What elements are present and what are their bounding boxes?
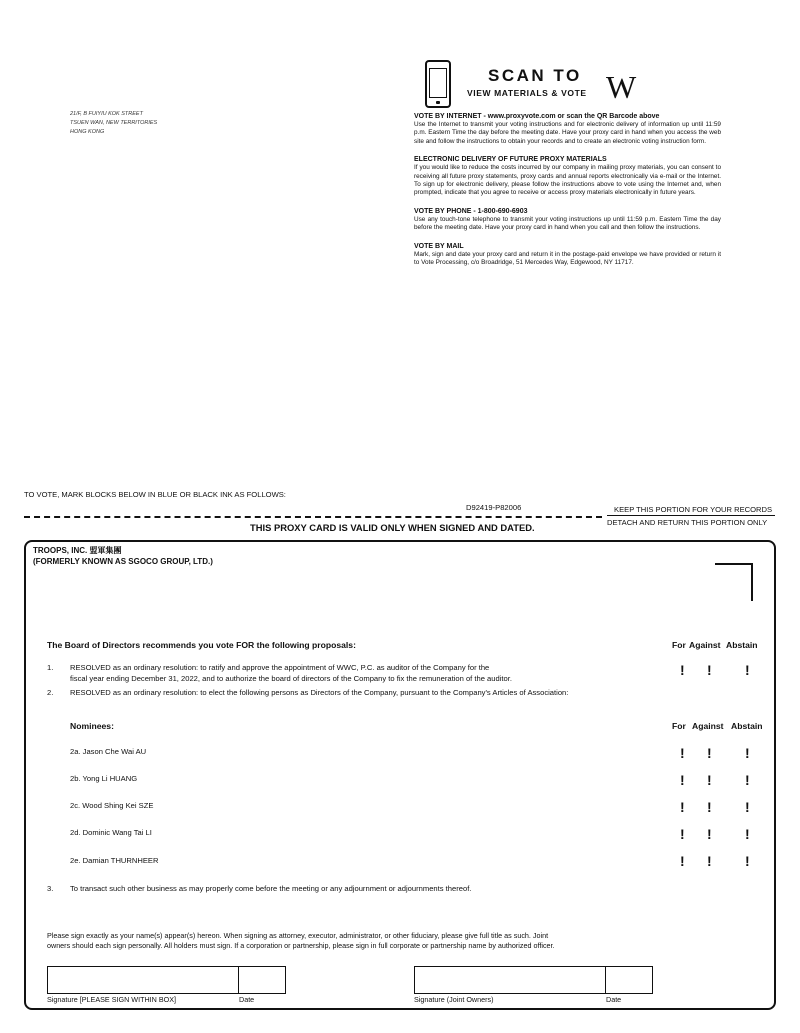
vote-mail-heading: VOTE BY MAIL	[414, 242, 464, 250]
nominee-2c: 2c. Wood Shing Kei SZE	[70, 801, 154, 810]
joint-signature-box[interactable]	[414, 966, 606, 994]
nominee-2a: 2a. Jason Che Wai AU	[70, 747, 147, 756]
address-line-1: 21/F, B FUIYIU KOK STREET	[70, 111, 143, 117]
keep-portion-text: KEEP THIS PORTION FOR YOUR RECORDS	[614, 505, 773, 514]
control-code: D92419-P82006	[466, 503, 522, 512]
joint-date-box[interactable]	[605, 966, 653, 994]
signature-label: Signature [PLEASE SIGN WITHIN BOX]	[47, 995, 177, 1004]
address-line-2: TSUEN WAN, NEW TERRITORIES	[70, 120, 158, 126]
scan-subtitle: VIEW MATERIALS & VOTE	[467, 88, 587, 98]
vote-internet-body: Use the Internet to transmit your voting instructions and for electronic delivery of information up until 11:59 p.m. Eastern Time the day before the meeting date. Have your proxy card in hand when you access the web site and follow the instructions to obtain your records and to create an electronic voting instruction form.	[414, 121, 721, 145]
proposal-2-text: RESOLVED as an ordinary resolution: to elect the following persons as Directors of the Company, pursuant to the Company's Articles of Association:	[70, 688, 569, 697]
formerly-known-as: (FORMERLY KNOWN AS SGOCO GROUP, LTD.)	[33, 557, 213, 566]
valid-notice: THIS PROXY CARD IS VALID ONLY WHEN SIGNED AND DATED.	[250, 522, 535, 533]
signing-instructions-line1: Please sign exactly as your name(s) appear(s) hereon. When signing as attorney, executor, administrator, or other fiduciary, please give full title as such. Joint	[47, 931, 549, 940]
nominee-2c-for-checkbox[interactable]: !	[680, 799, 685, 815]
proposal-1-text-line1: RESOLVED as an ordinary resolution: to ratify and approve the appointment of WWC, P.C. as auditor of the Company for the	[70, 663, 490, 672]
joint-signature-label: Signature (Joint Owners)	[414, 995, 494, 1004]
company-logo: W	[606, 69, 637, 105]
keep-underline	[607, 515, 775, 516]
proposal-1-abstain-checkbox[interactable]: !	[745, 662, 750, 678]
column-for-label: For	[672, 640, 686, 650]
nominee-2b: 2b. Yong Li HUANG	[70, 774, 138, 783]
vote-phone-body: Use any touch-tone telephone to transmit your voting instructions up until 11:59 p.m. Eastern Time the day before the meeting date. Have your proxy card in hand when you call and then follow the instructions.	[414, 215, 721, 232]
nominees-column-for-label: For	[672, 721, 686, 731]
nominee-2a-for-checkbox[interactable]: !	[680, 745, 685, 761]
address-line-3: HONG KONG	[70, 129, 105, 135]
proposal-1-number: 1.	[47, 663, 54, 672]
nominee-2c-abstain-checkbox[interactable]: !	[745, 799, 750, 815]
nominee-2d: 2d. Dominic Wang Tai LI	[70, 828, 152, 837]
nominees-column-against-label: Against	[692, 721, 724, 731]
nominee-2e: 2e. Damian THURNHEER	[70, 856, 159, 865]
nominee-2b-against-checkbox[interactable]: !	[707, 772, 712, 788]
nominee-2d-abstain-checkbox[interactable]: !	[745, 826, 750, 842]
signing-instructions-line2: owners should each sign personally. All holders must sign. If a corporation or partnership, please sign in full corporate or partnership name by authorized officer.	[47, 940, 555, 950]
nominees-heading: Nominees:	[70, 721, 114, 731]
voting-instructions	[414, 112, 721, 267]
signing-instructions	[47, 931, 555, 950]
detach-portion-text: DETACH AND RETURN THIS PORTION ONLY	[607, 518, 768, 527]
signature-box[interactable]	[47, 966, 239, 994]
registration-corner-mark	[715, 563, 753, 601]
nominee-2e-for-checkbox[interactable]: !	[680, 853, 685, 869]
mark-instruction: TO VOTE, MARK BLOCKS BELOW IN BLUE OR BLACK INK AS FOLLOWS:	[24, 490, 286, 499]
board-recommendation: The Board of Directors recommends you vote FOR the following proposals:	[47, 640, 356, 650]
phone-icon	[425, 60, 451, 108]
vote-phone-heading: VOTE BY PHONE - 1-800-690-6903	[414, 207, 528, 215]
date-label: Date	[239, 995, 255, 1004]
date-box[interactable]	[238, 966, 286, 994]
nominee-2e-against-checkbox[interactable]: !	[707, 853, 712, 869]
proposal-1-against-checkbox[interactable]: !	[707, 662, 712, 678]
nominee-2b-abstain-checkbox[interactable]: !	[745, 772, 750, 788]
joint-date-label: Date	[606, 995, 622, 1004]
nominee-2b-for-checkbox[interactable]: !	[680, 772, 685, 788]
proposal-3-number: 3.	[47, 884, 54, 893]
column-against-label: Against	[689, 640, 721, 650]
electronic-delivery-heading: ELECTRONIC DELIVERY OF FUTURE PROXY MATERIALS	[414, 156, 607, 164]
nominee-2d-against-checkbox[interactable]: !	[707, 826, 712, 842]
nominee-2a-abstain-checkbox[interactable]: !	[745, 745, 750, 761]
nominee-2c-against-checkbox[interactable]: !	[707, 799, 712, 815]
electronic-delivery-body: If you would like to reduce the costs incurred by our company in mailing proxy materials, you can consent to receiving all future proxy statements, proxy cards and annual reports electronically via e-mail or the Internet. To sign up for electronic delivery, please follow the instructions above to vote using the Internet and, when prompted, indicate that you agree to receive or access proxy materials electronically in future years.	[414, 164, 721, 197]
proposal-2-number: 2.	[47, 688, 54, 697]
nominee-2e-abstain-checkbox[interactable]: !	[745, 853, 750, 869]
column-abstain-label: Abstain	[726, 640, 758, 650]
vote-internet-heading[interactable]: VOTE BY INTERNET - www.proxyvote.com or scan the QR Barcode above	[414, 113, 660, 120]
company-name: TROOPS, INC. 盟軍集團	[33, 546, 122, 555]
proposal-1-for-checkbox[interactable]: !	[680, 662, 685, 678]
mailing-address	[70, 110, 157, 137]
detach-line	[24, 516, 602, 518]
nominee-2a-against-checkbox[interactable]: !	[707, 745, 712, 761]
scan-title: SCAN TO	[488, 66, 582, 85]
vote-mail-body: Mark, sign and date your proxy card and return it in the postage-paid envelope we have provided or return it to Vote Processing, c/o Broadridge, 51 Mercedes Way, Edgewood, NY 11717.	[414, 250, 721, 267]
proposal-3-text: To transact such other business as may properly come before the meeting or any adjournment or adjournments thereof.	[70, 884, 472, 893]
nominees-column-abstain-label: Abstain	[731, 721, 763, 731]
nominee-2d-for-checkbox[interactable]: !	[680, 826, 685, 842]
proposal-1-text-line2: fiscal year ending December 31, 2022, and to authorize the board of directors of the Company to fix the remuneration of the auditor.	[70, 674, 512, 683]
